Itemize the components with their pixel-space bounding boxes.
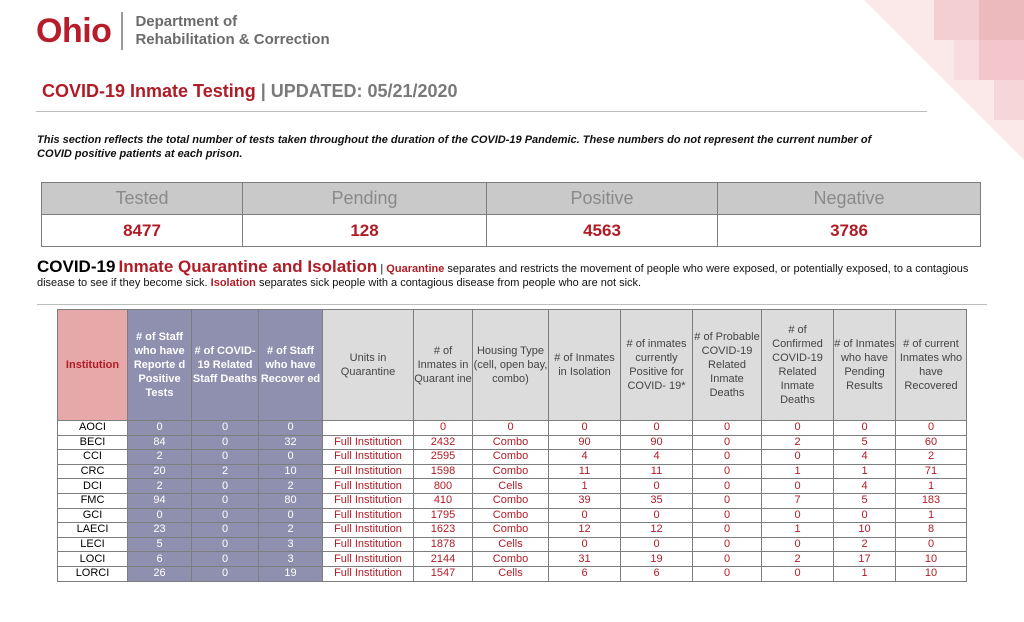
table-cell: 4 xyxy=(549,450,621,465)
column-header: Units in Quarantine xyxy=(323,310,414,421)
institution-cell: DCI xyxy=(58,479,128,494)
table-cell xyxy=(323,421,414,436)
table-cell: 0 xyxy=(762,537,834,552)
table-cell: 0 xyxy=(192,493,259,508)
table-row xyxy=(58,450,967,465)
table-cell: 1 xyxy=(834,566,896,581)
table-cell: 7 xyxy=(762,493,834,508)
table-cell: 0 xyxy=(693,435,762,450)
institution-cell: LECI xyxy=(58,537,128,552)
table-cell: 0 xyxy=(128,508,192,523)
table-cell: Full Institution xyxy=(323,479,414,494)
table-cell: Full Institution xyxy=(323,537,414,552)
table-cell: Full Institution xyxy=(323,566,414,581)
divider xyxy=(36,111,927,112)
table-row xyxy=(58,421,967,436)
table-cell: 0 xyxy=(192,537,259,552)
title-separator: | xyxy=(260,81,266,101)
table-cell: 0 xyxy=(192,566,259,581)
summary-header-tested: Tested xyxy=(42,183,243,215)
column-header: # of Probable COVID-19 Related Inmate Deaths xyxy=(693,310,762,421)
quarantine-term: Quarantine xyxy=(386,263,445,275)
table-cell: 10 xyxy=(259,464,323,479)
table-cell: 0 xyxy=(693,450,762,465)
table-cell: 1795 xyxy=(414,508,473,523)
page-title xyxy=(42,81,458,102)
table-body xyxy=(58,421,967,582)
institution-cell: GCI xyxy=(58,508,128,523)
table-cell: 1 xyxy=(834,464,896,479)
quarantine-title-prefix: COVID-19 xyxy=(37,257,116,276)
table-cell: 0 xyxy=(834,508,896,523)
table-cell: 0 xyxy=(192,523,259,538)
table-cell: 10 xyxy=(896,552,967,567)
summary-value-positive: 4563 xyxy=(487,215,718,247)
table-cell: 0 xyxy=(259,450,323,465)
department-line-2: Rehabilitation & Correction xyxy=(135,31,330,48)
department-name xyxy=(135,13,329,49)
table-cell: 183 xyxy=(896,493,967,508)
divider xyxy=(37,304,987,305)
table-cell: 0 xyxy=(762,566,834,581)
table-cell: 10 xyxy=(896,566,967,581)
table-cell: 0 xyxy=(192,552,259,567)
table-cell: 1 xyxy=(896,508,967,523)
table-cell: 1 xyxy=(549,479,621,494)
ohio-logo xyxy=(36,12,330,50)
table-cell: 0 xyxy=(259,508,323,523)
institution-cell: CCI xyxy=(58,450,128,465)
table-header-row xyxy=(58,310,967,421)
table-cell: 94 xyxy=(128,493,192,508)
testing-summary-table xyxy=(41,182,981,247)
table-row xyxy=(58,552,967,567)
table-cell: 0 xyxy=(834,421,896,436)
table-cell: 0 xyxy=(549,537,621,552)
table-cell: 10 xyxy=(834,523,896,538)
quarantine-separator: | xyxy=(380,263,384,275)
institution-cell: BECI xyxy=(58,435,128,450)
table-cell: 2 xyxy=(259,479,323,494)
table-cell: 84 xyxy=(128,435,192,450)
summary-header-negative: Negative xyxy=(718,183,981,215)
table-cell: 2 xyxy=(128,479,192,494)
table-cell: 90 xyxy=(549,435,621,450)
table-cell: 0 xyxy=(259,421,323,436)
table-cell: Full Institution xyxy=(323,523,414,538)
institution-cell: AOCI xyxy=(58,421,128,436)
table-cell: 19 xyxy=(621,552,693,567)
column-header: # of COVID-19 Related Staff Deaths xyxy=(192,310,259,421)
table-cell: 6 xyxy=(621,566,693,581)
table-cell: 0 xyxy=(621,479,693,494)
table-cell: 0 xyxy=(473,421,549,436)
table-cell: 0 xyxy=(693,552,762,567)
table-cell: 0 xyxy=(192,508,259,523)
table-cell: 4 xyxy=(621,450,693,465)
table-cell: 0 xyxy=(896,537,967,552)
table-cell: 23 xyxy=(128,523,192,538)
table-cell: 4 xyxy=(834,479,896,494)
table-cell: 12 xyxy=(621,523,693,538)
table-cell: 2 xyxy=(896,450,967,465)
table-cell: 2 xyxy=(259,523,323,538)
table-cell: 0 xyxy=(128,421,192,436)
table-cell: 0 xyxy=(414,421,473,436)
table-cell: 60 xyxy=(896,435,967,450)
table-cell: Combo xyxy=(473,552,549,567)
table-row xyxy=(58,508,967,523)
table-cell: 2 xyxy=(834,537,896,552)
table-cell: 17 xyxy=(834,552,896,567)
table-row xyxy=(58,464,967,479)
logo-divider xyxy=(121,12,123,50)
testing-note: This section reflects the total number of tests taken throughout the duration of the COVID-19 Pandemic. These numbers do not represent the current number of COVID positive patients at each prison. xyxy=(37,134,872,160)
table-cell: 80 xyxy=(259,493,323,508)
table-cell: 4 xyxy=(834,450,896,465)
table-cell: 0 xyxy=(693,464,762,479)
table-cell: 31 xyxy=(549,552,621,567)
table-cell: 12 xyxy=(549,523,621,538)
table-cell: 0 xyxy=(762,479,834,494)
column-header: Housing Type (cell, open bay, combo) xyxy=(473,310,549,421)
table-cell: 2 xyxy=(762,552,834,567)
institution-cell: CRC xyxy=(58,464,128,479)
table-cell: 0 xyxy=(192,421,259,436)
table-cell: 800 xyxy=(414,479,473,494)
table-cell: Cells xyxy=(473,566,549,581)
table-cell: 0 xyxy=(549,421,621,436)
table-cell: 32 xyxy=(259,435,323,450)
table-cell: 5 xyxy=(128,537,192,552)
table-cell: Combo xyxy=(473,450,549,465)
table-cell: 2595 xyxy=(414,450,473,465)
table-cell: 1 xyxy=(762,464,834,479)
table-row xyxy=(58,537,967,552)
table-cell: 410 xyxy=(414,493,473,508)
quarantine-title: Inmate Quarantine and Isolation xyxy=(118,257,378,276)
table-cell: Full Institution xyxy=(323,508,414,523)
table-row xyxy=(58,479,967,494)
table-cell: 0 xyxy=(693,566,762,581)
table-cell: 0 xyxy=(693,421,762,436)
table-cell: 0 xyxy=(693,523,762,538)
table-cell: Combo xyxy=(473,464,549,479)
table-cell: 2 xyxy=(762,435,834,450)
table-cell: 1 xyxy=(896,479,967,494)
table-cell: Full Institution xyxy=(323,552,414,567)
table-cell: 26 xyxy=(128,566,192,581)
table-row xyxy=(58,566,967,581)
table-cell: 0 xyxy=(762,508,834,523)
table-cell: Combo xyxy=(473,508,549,523)
table-cell: 0 xyxy=(192,435,259,450)
summary-header-positive: Positive xyxy=(487,183,718,215)
column-header: Institution xyxy=(58,310,128,421)
table-cell: Full Institution xyxy=(323,450,414,465)
quarantine-section-heading xyxy=(37,257,987,290)
table-cell: 0 xyxy=(192,450,259,465)
updated-date: UPDATED: 05/21/2020 xyxy=(270,81,458,101)
table-cell: Full Institution xyxy=(323,493,414,508)
summary-header-pending: Pending xyxy=(243,183,487,215)
summary-header-row xyxy=(42,183,981,215)
table-cell: 3 xyxy=(259,552,323,567)
table-cell: 0 xyxy=(621,421,693,436)
table-cell: 19 xyxy=(259,566,323,581)
table-cell: 1623 xyxy=(414,523,473,538)
institution-cell: LAECI xyxy=(58,523,128,538)
table-cell: 6 xyxy=(128,552,192,567)
institution-cell: FMC xyxy=(58,493,128,508)
table-cell: 0 xyxy=(693,508,762,523)
table-cell: 90 xyxy=(621,435,693,450)
table-cell: Combo xyxy=(473,523,549,538)
table-cell: 0 xyxy=(762,450,834,465)
institution-table xyxy=(57,309,967,582)
table-cell: 5 xyxy=(834,493,896,508)
table-cell: 1878 xyxy=(414,537,473,552)
table-cell: Full Institution xyxy=(323,464,414,479)
table-cell: 1 xyxy=(762,523,834,538)
table-cell: 11 xyxy=(549,464,621,479)
summary-value-negative: 3786 xyxy=(718,215,981,247)
column-header: # of Inmates who have Pending Results xyxy=(834,310,896,421)
quarantine-definition: separates and restricts the movement of people who were exposed, or potentially exposed, to a contagious disease to see if they become sick. xyxy=(37,263,969,289)
table-cell: 3 xyxy=(259,537,323,552)
table-row xyxy=(58,523,967,538)
table-cell: 5 xyxy=(834,435,896,450)
summary-value-tested: 8477 xyxy=(42,215,243,247)
table-cell: 0 xyxy=(693,479,762,494)
table-cell: 6 xyxy=(549,566,621,581)
table-cell: Full Institution xyxy=(323,435,414,450)
table-cell: 39 xyxy=(549,493,621,508)
table-cell: Cells xyxy=(473,479,549,494)
table-cell: 2 xyxy=(192,464,259,479)
column-header: # of Inmates in Isolation xyxy=(549,310,621,421)
table-cell: 0 xyxy=(693,493,762,508)
table-cell: 0 xyxy=(762,421,834,436)
table-cell: Combo xyxy=(473,493,549,508)
table-cell: Cells xyxy=(473,537,549,552)
table-cell: 35 xyxy=(621,493,693,508)
department-line-1: Department of xyxy=(135,13,238,30)
table-cell: 2432 xyxy=(414,435,473,450)
table-cell: 0 xyxy=(621,508,693,523)
table-cell: 2 xyxy=(128,450,192,465)
table-cell: 0 xyxy=(693,537,762,552)
column-header: # of current Inmates who have Recovered xyxy=(896,310,967,421)
table-cell: 0 xyxy=(896,421,967,436)
column-header: # of inmates currently Positive for COVID- 19* xyxy=(621,310,693,421)
summary-value-row xyxy=(42,215,981,247)
column-header: # of Staff who have Reporte d Positive Tests xyxy=(128,310,192,421)
table-cell: 1598 xyxy=(414,464,473,479)
table-cell: Combo xyxy=(473,435,549,450)
isolation-definition: separates sick people with a contagious disease from people who are not sick. xyxy=(255,277,642,289)
logo-wordmark: Ohio xyxy=(36,12,112,50)
column-header: # of Staff who have Recover ed xyxy=(259,310,323,421)
title-main: COVID-19 Inmate Testing xyxy=(42,81,256,101)
table-cell: 0 xyxy=(621,537,693,552)
institution-cell: LORCI xyxy=(58,566,128,581)
table-cell: 11 xyxy=(621,464,693,479)
table-row xyxy=(58,435,967,450)
summary-value-pending: 128 xyxy=(243,215,487,247)
column-header: # of Inmates in Quarant ine xyxy=(414,310,473,421)
table-cell: 8 xyxy=(896,523,967,538)
table-cell: 0 xyxy=(192,479,259,494)
table-cell: 1547 xyxy=(414,566,473,581)
table-cell: 20 xyxy=(128,464,192,479)
table-cell: 2144 xyxy=(414,552,473,567)
institution-cell: LOCI xyxy=(58,552,128,567)
table-cell: 71 xyxy=(896,464,967,479)
table-cell: 0 xyxy=(549,508,621,523)
column-header: # of Confirmed COVID-19 Related Inmate Deaths xyxy=(762,310,834,421)
table-row xyxy=(58,493,967,508)
isolation-term: Isolation xyxy=(210,277,256,289)
